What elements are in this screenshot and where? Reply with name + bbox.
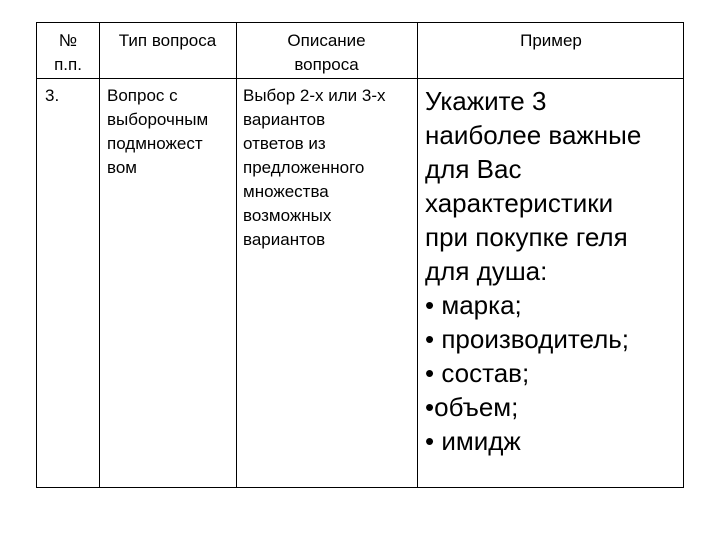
example-line: характеристики — [425, 188, 614, 218]
header-question-type — [99, 29, 236, 53]
row-number — [45, 84, 99, 108]
question-type-line: подмножест — [107, 134, 203, 153]
description-line: возможных — [243, 206, 332, 225]
question-type-line: вом — [107, 158, 137, 177]
description-line: вариантов — [243, 230, 326, 249]
example-line: наиболее важные — [425, 120, 642, 150]
header-description — [236, 29, 417, 77]
header-example — [417, 29, 685, 53]
description-line: множества — [243, 182, 329, 201]
question-type-line: выборочным — [107, 110, 209, 129]
header-number-line: № — [58, 31, 78, 50]
column-divider — [99, 23, 100, 487]
example-line: для душа: — [425, 256, 548, 286]
header-divider — [37, 78, 683, 79]
header-number-line: п.п. — [54, 55, 82, 74]
example-line: для Вас — [425, 154, 522, 184]
column-divider — [417, 23, 418, 487]
example-list-item: • марка; — [425, 290, 522, 320]
example-list-item: • состав; — [425, 358, 530, 388]
row-number-text: 3. — [45, 86, 60, 105]
questions-table — [36, 22, 684, 488]
example-cell — [425, 84, 683, 458]
description-line: ответов из — [243, 134, 326, 153]
header-question-type-line: Тип вопроса — [118, 31, 217, 50]
description-line: Выбор 2-х или 3-х — [243, 86, 386, 105]
example-list-item: • имидж — [425, 426, 521, 456]
header-description-line: Описание — [287, 31, 366, 50]
column-divider — [236, 23, 237, 487]
question-type-line: Вопрос с — [107, 86, 178, 105]
example-line: Укажите 3 — [425, 86, 547, 116]
header-description-line: вопроса — [294, 55, 359, 74]
description-cell — [243, 84, 417, 252]
header-number — [37, 29, 99, 77]
description-line: вариантов — [243, 110, 326, 129]
description-line: предложенного — [243, 158, 365, 177]
question-type-cell — [107, 84, 236, 180]
example-line: при покупке геля — [425, 222, 628, 252]
example-list-item: • производитель; — [425, 324, 630, 354]
header-example-line: Пример — [520, 31, 582, 50]
example-list-item: •объем; — [425, 392, 519, 422]
